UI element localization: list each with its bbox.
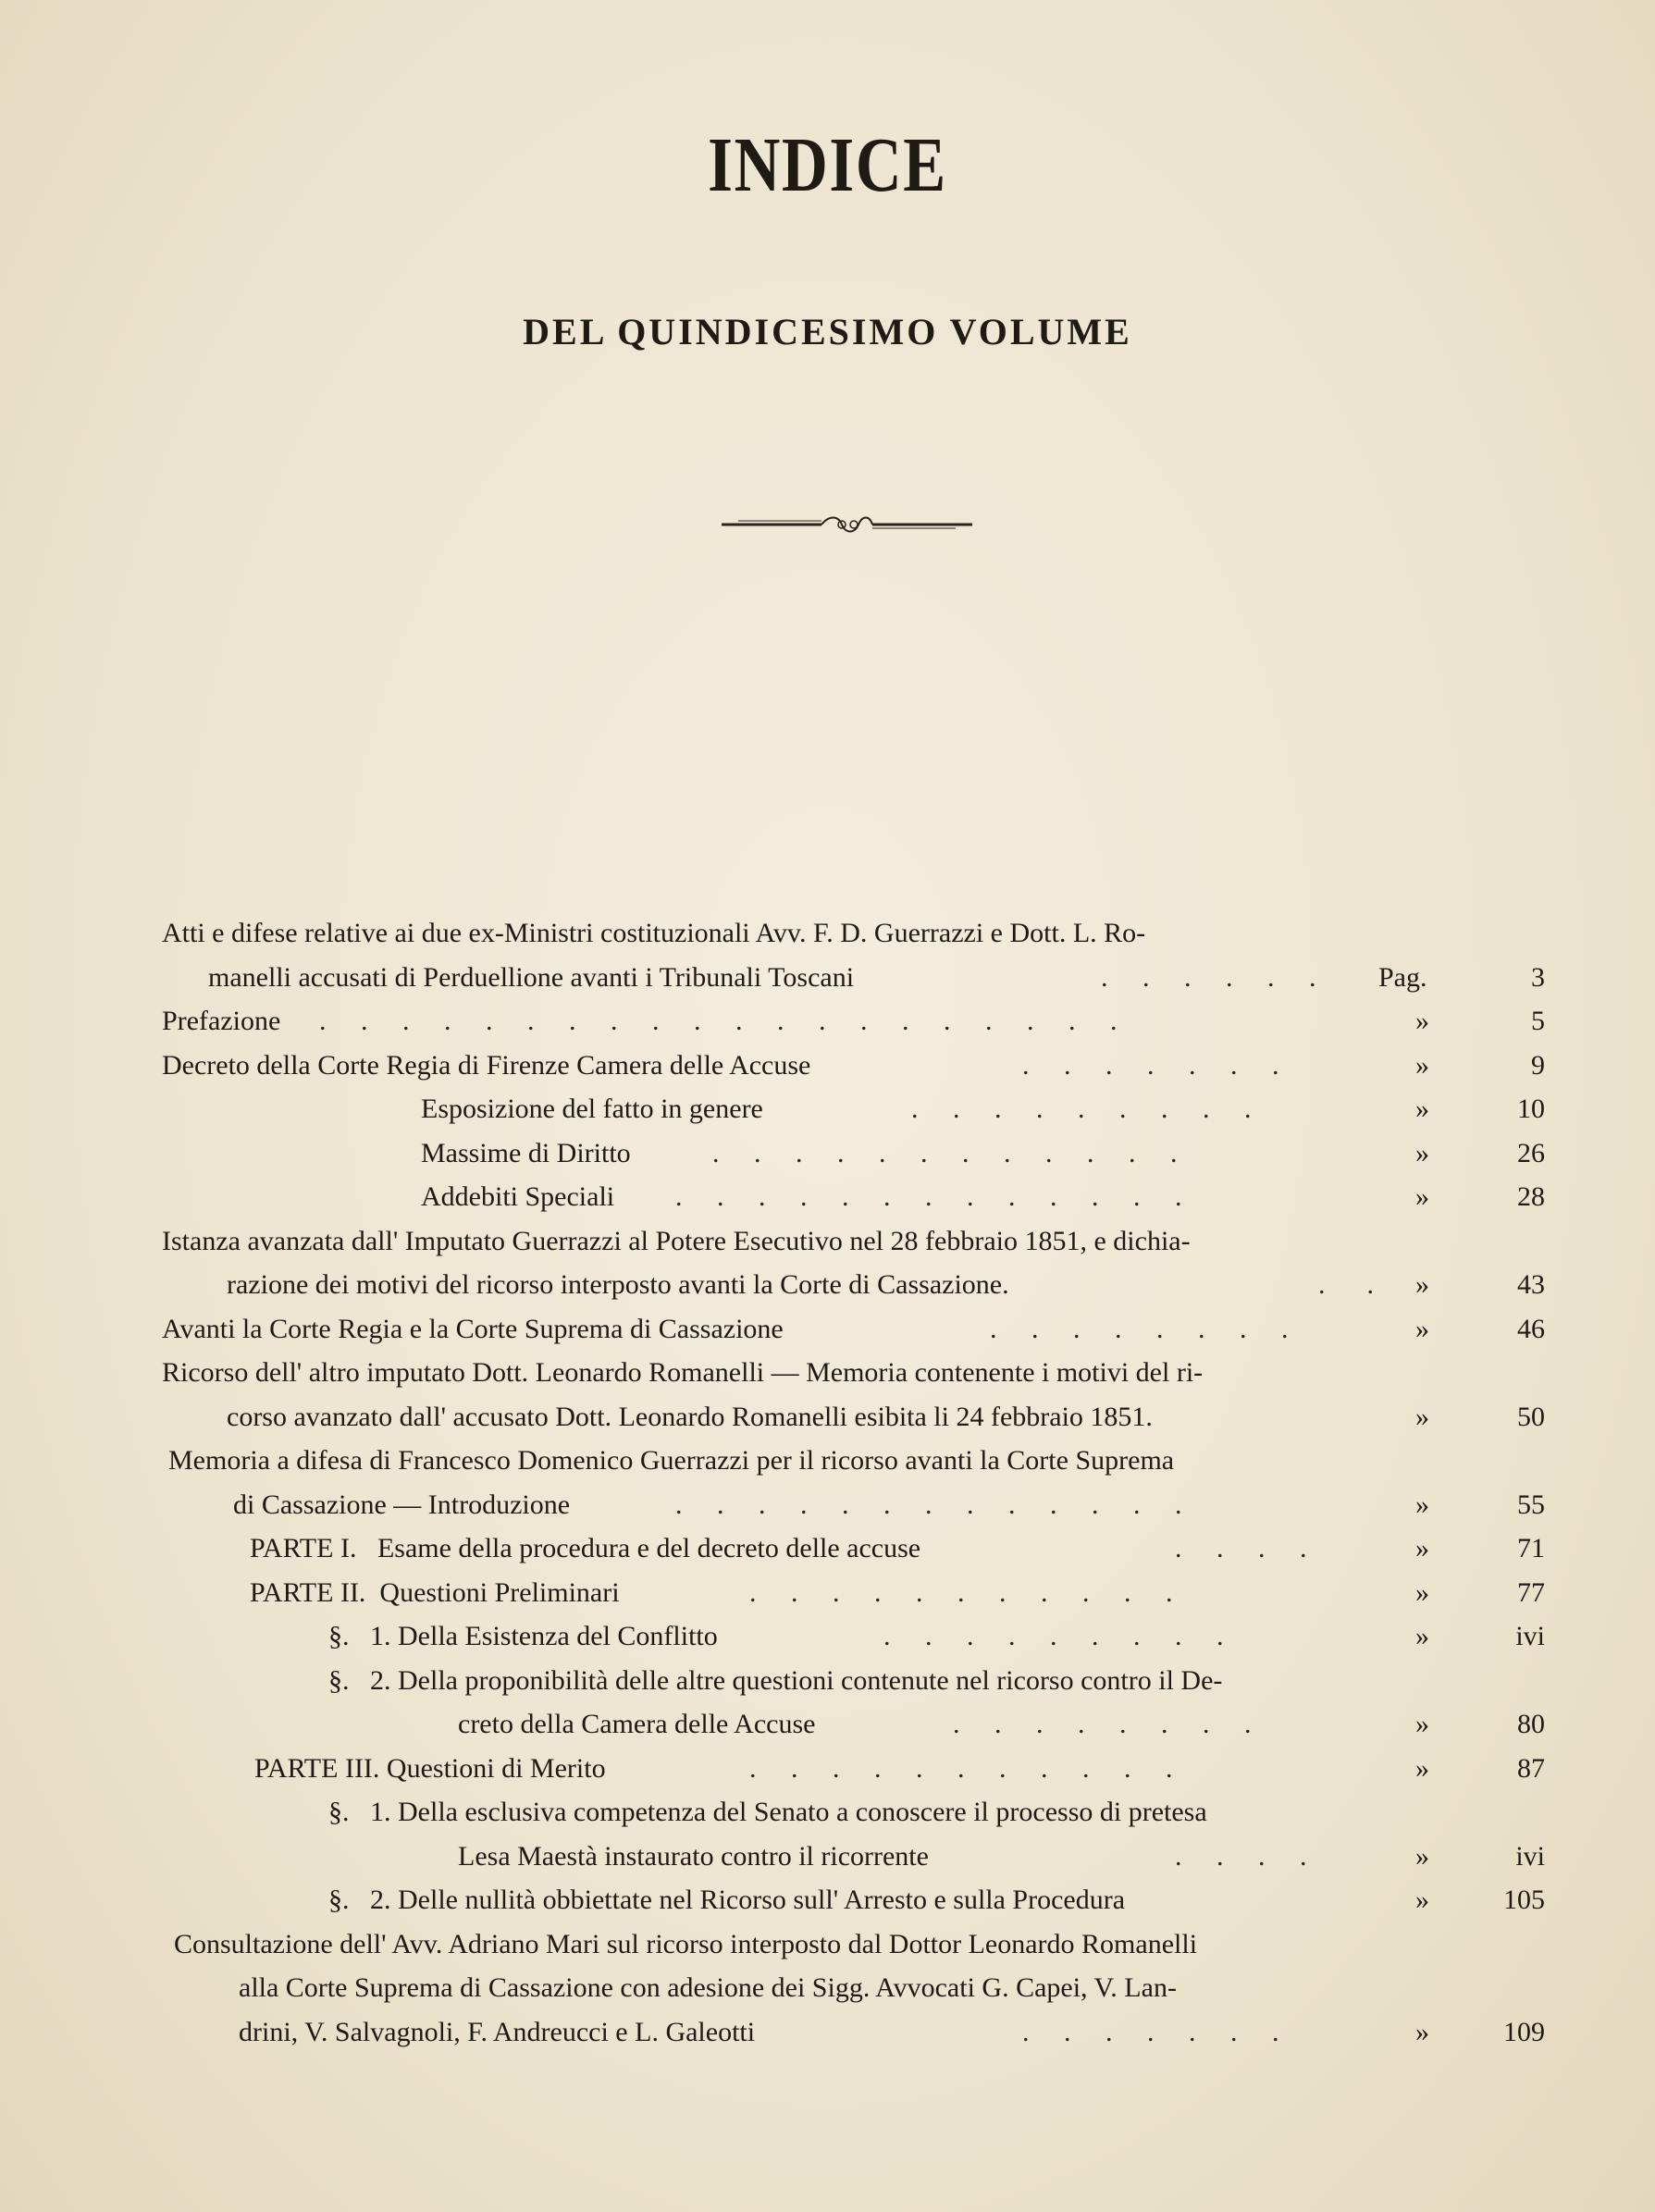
ditto-mark: » bbox=[1415, 1269, 1429, 1300]
page-number: 43 bbox=[1517, 1269, 1545, 1300]
toc-line bbox=[157, 1659, 1545, 1703]
ditto-mark: » bbox=[1415, 1313, 1429, 1344]
toc-entry-text: creto della Camera delle Accuse bbox=[458, 1709, 816, 1739]
toc-line bbox=[157, 1395, 1545, 1440]
page-number: 77 bbox=[1517, 1576, 1545, 1608]
page-number: 87 bbox=[1517, 1752, 1545, 1784]
toc-entry-text: PARTE II. Questioni Preliminari bbox=[250, 1576, 620, 1608]
toc-line bbox=[157, 1922, 1545, 1967]
toc-entry-text: Ricorso dell' altro imputato Dott. Leonardo Romanelli — Memoria contenente i motivi del ri- bbox=[162, 1357, 1204, 1388]
toc-line: manelli accusati di Perduellione avanti i Tribunali Toscani . . . . . . Pag. 3 bbox=[157, 956, 1545, 1000]
ditto-mark: » bbox=[1415, 1181, 1429, 1212]
page-number: 5 bbox=[1531, 1006, 1545, 1036]
toc-entry-text: corso avanzato dall' accusato Dott. Leonardo Romanelli esibita li 24 febbraio 1851. bbox=[227, 1401, 1153, 1432]
toc-entry-text: Massime di Diritto bbox=[421, 1137, 631, 1168]
toc-entry-text: Esposizione del fatto in genere bbox=[421, 1094, 763, 1124]
toc-line: PARTE I. Esame della procedura e del decreto delle accuse . . . . » 71 bbox=[157, 1526, 1545, 1571]
toc-line: Massime di Diritto . . . . . . . . . . . . » 26 bbox=[157, 1131, 1545, 1176]
toc-line: Addebiti Speciali . . . . . . . . . . . . . » 28 bbox=[157, 1175, 1545, 1219]
toc-entry-text: razione dei motivi del ricorso interposto avanti la Corte di Cassazione. bbox=[227, 1269, 1009, 1300]
toc-line: Prefazione . . . . . . . . . . . . . . . . . . . . » 5 bbox=[157, 999, 1545, 1044]
ditto-mark: » bbox=[1415, 1621, 1429, 1651]
page-number: 3 bbox=[1531, 961, 1545, 993]
toc-line bbox=[157, 1790, 1545, 1835]
page-number: 46 bbox=[1517, 1313, 1545, 1344]
ditto-mark: » bbox=[1415, 1401, 1429, 1432]
toc-entry-text: drini, V. Salvagnoli, F. Andreucci e L. Galeotti bbox=[239, 2016, 756, 2047]
ditto-mark: » bbox=[1415, 1752, 1429, 1784]
toc-line bbox=[157, 1351, 1545, 1395]
scroll-flourish-icon bbox=[720, 511, 974, 538]
page-number: ivi bbox=[1515, 1621, 1545, 1651]
page-number: ivi bbox=[1515, 1840, 1545, 1872]
toc-entry-text: §. 1. Della Esistenza del Conflitto bbox=[328, 1621, 718, 1651]
page-number: 71 bbox=[1517, 1533, 1545, 1563]
toc-entry-text: Atti e difese relative ai due ex-Ministri costituzionali Avv. F. D. Guerrazzi e Dott. L. Ro- bbox=[162, 918, 1146, 948]
ditto-mark: » bbox=[1415, 1885, 1429, 1915]
toc-entry-text: §. 2. Delle nullità obbiettate nel Ricorso sull' Arresto e sulla Procedura bbox=[328, 1885, 1126, 1915]
toc-line: Esposizione del fatto in genere . . . . . . . . . » 10 bbox=[157, 1087, 1545, 1131]
toc-entry-text: Decreto della Corte Regia di Firenze Camera delle Accuse bbox=[162, 1049, 811, 1081]
toc-line: razione dei motivi del ricorso interposto avanti la Corte di Cassazione. . . » 43 bbox=[157, 1263, 1545, 1307]
page-number: 9 bbox=[1531, 1049, 1545, 1081]
page-label: Pag. bbox=[1378, 961, 1427, 993]
page-number: 50 bbox=[1517, 1401, 1545, 1432]
page-number: 105 bbox=[1503, 1885, 1545, 1915]
ditto-mark: » bbox=[1415, 1094, 1429, 1124]
toc-line: §. 1. Della Esistenza del Conflitto . . . . . . . . . » ivi bbox=[157, 1614, 1545, 1659]
ditto-mark: » bbox=[1415, 1533, 1429, 1563]
toc-line bbox=[157, 1878, 1545, 1922]
toc-line: drini, V. Salvagnoli, F. Andreucci e L. Galeotti . . . . . . . » 109 bbox=[157, 2010, 1545, 2055]
toc-entry-text: Istanza avanzata dall' Imputato Guerrazzi al Potere Esecutivo nel 28 febbraio 1851, e dichia- bbox=[162, 1225, 1191, 1256]
page-number: 26 bbox=[1517, 1137, 1545, 1168]
toc-line: PARTE II. Questioni Preliminari . . . . . . . . . . . » 77 bbox=[157, 1571, 1545, 1615]
toc-entry-text: Addebiti Speciali bbox=[421, 1181, 615, 1212]
toc-entry-text: di Cassazione — Introduzione bbox=[233, 1489, 571, 1520]
ditto-mark: » bbox=[1415, 1709, 1429, 1739]
page-number: 10 bbox=[1517, 1094, 1545, 1124]
ditto-mark: » bbox=[1415, 1006, 1429, 1036]
table-of-contents bbox=[157, 911, 1545, 2054]
toc-line: creto della Camera delle Accuse . . . . . . . . » 80 bbox=[157, 1702, 1545, 1747]
ditto-mark: » bbox=[1415, 1840, 1429, 1872]
toc-line: PARTE III. Questioni di Merito . . . . . . . . . . . » 87 bbox=[157, 1747, 1545, 1791]
toc-entry-text: alla Corte Suprema di Cassazione con adesione dei Sigg. Avvocati G. Capei, V. Lan- bbox=[239, 1972, 1177, 2003]
toc-entry-text: Prefazione bbox=[162, 1006, 281, 1036]
toc-entry-text: Consultazione dell' Avv. Adriano Mari sul ricorso interposto dal Dottor Leonardo Romanelli bbox=[174, 1928, 1198, 1959]
page-number: 109 bbox=[1503, 2016, 1545, 2047]
ditto-mark: » bbox=[1415, 2016, 1429, 2047]
ditto-mark: » bbox=[1415, 1576, 1429, 1608]
toc-line bbox=[157, 1219, 1545, 1264]
page-number: 28 bbox=[1517, 1181, 1545, 1212]
page-title: INDICE bbox=[708, 122, 947, 208]
ditto-mark: » bbox=[1415, 1489, 1429, 1520]
toc-line bbox=[157, 1966, 1545, 2010]
toc-entry-text: §. 1. Della esclusiva competenza del Senato a conoscere il processo di pretesa bbox=[328, 1797, 1207, 1827]
page-subtitle: DEL QUINDICESIMO VOLUME bbox=[523, 311, 1132, 352]
ditto-mark: » bbox=[1415, 1137, 1429, 1168]
toc-line bbox=[157, 911, 1545, 956]
toc-entry-text: PARTE I. Esame della procedura e del decreto delle accuse bbox=[250, 1533, 921, 1563]
toc-entry-text: Avanti la Corte Regia e la Corte Suprema di Cassazione bbox=[162, 1313, 784, 1344]
toc-entry-text: PARTE III. Questioni di Merito bbox=[254, 1752, 606, 1784]
toc-entry-text: §. 2. Della proponibilità delle altre questioni contenute nel ricorso contro il De- bbox=[328, 1664, 1223, 1696]
page-number: 80 bbox=[1517, 1709, 1545, 1739]
toc-entry-text: Memoria a difesa di Francesco Domenico Guerrazzi per il ricorso avanti la Corte Suprema bbox=[168, 1445, 1175, 1476]
page-number: 55 bbox=[1517, 1489, 1545, 1520]
toc-entry-text: Lesa Maestà instaurato contro il ricorrente bbox=[458, 1840, 929, 1872]
toc-line: di Cassazione — Introduzione . . . . . . . . . . . . . » 55 bbox=[157, 1483, 1545, 1527]
toc-entry-text: manelli accusati di Perduellione avanti i Tribunali Toscani bbox=[208, 961, 855, 993]
toc-line: Decreto della Corte Regia di Firenze Camera delle Accuse . . . . . . . » 9 bbox=[157, 1044, 1545, 1088]
toc-line: Lesa Maestà instaurato contro il ricorrente . . . . » ivi bbox=[157, 1835, 1545, 1879]
ditto-mark: » bbox=[1415, 1049, 1429, 1081]
toc-line bbox=[157, 1439, 1545, 1483]
toc-line: Avanti la Corte Regia e la Corte Suprema di Cassazione . . . . . . . . » 46 bbox=[157, 1307, 1545, 1352]
